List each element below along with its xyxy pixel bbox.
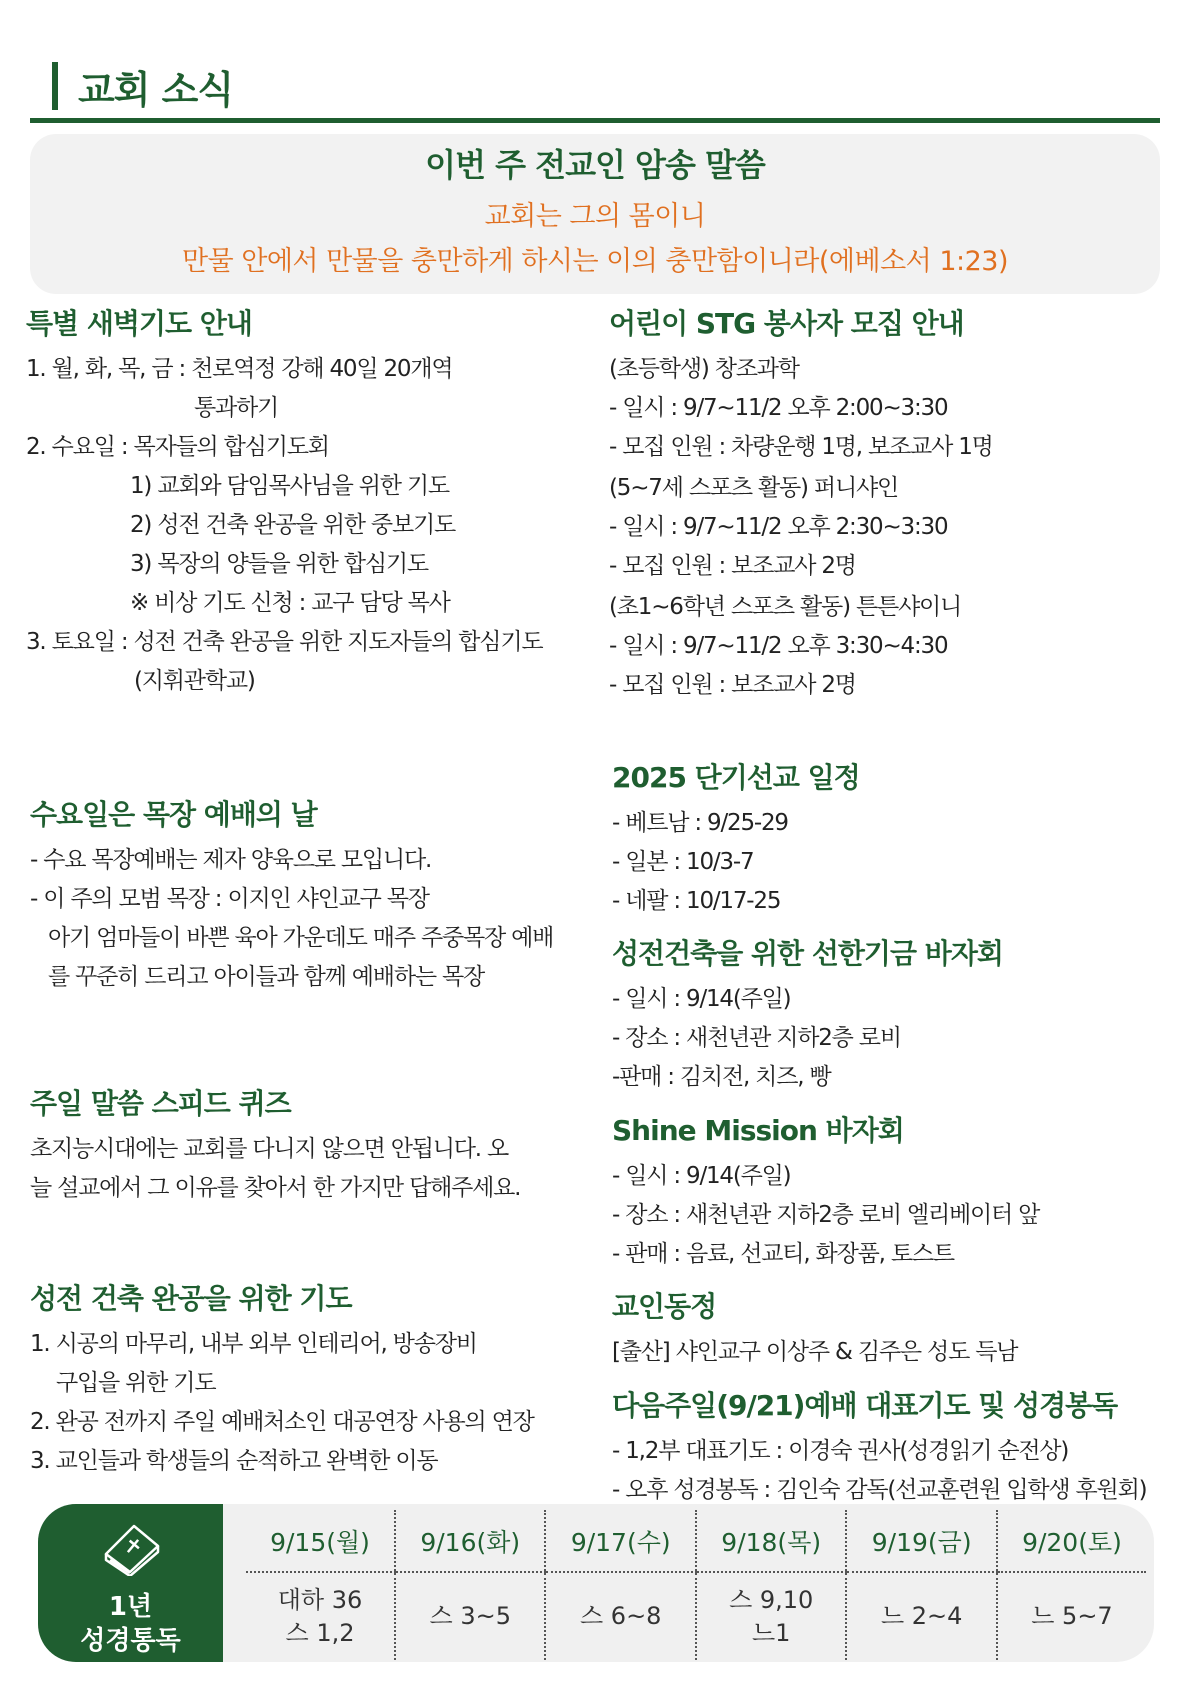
list-item: - 네팔 : 10/17-25	[612, 888, 781, 914]
shine-mission-section	[612, 1109, 1039, 1274]
bazaar-section	[612, 932, 1003, 1097]
passage-line: 느 2~4	[880, 1602, 963, 1630]
passage-line: 스 9,10	[729, 1585, 814, 1614]
verse-line-2: 만물 안에서 만물을 충만하게 하시는 이의 충만함이니라(에베소서 1:23)	[182, 246, 1008, 277]
reading-badge	[38, 1504, 223, 1662]
reading-passage	[696, 1572, 846, 1660]
list-item: - 1,2부 대표기도 : 이경숙 권사(성경읽기 순전상)	[612, 1438, 1069, 1464]
construction-prayer-section	[30, 1277, 534, 1481]
list-item: - 모집 인원 : 차량운행 1명, 보조교사 1명	[609, 434, 993, 460]
title-divider	[30, 118, 1160, 123]
section-heading: 성전건축을 위한 선한기금 바자회	[612, 937, 1003, 970]
reading-passage	[246, 1572, 395, 1660]
list-item: - 모집 인원 : 보조교사 2명	[609, 553, 856, 579]
list-item: -판매 : 김치전, 치즈, 빵	[612, 1064, 831, 1090]
reading-date: 9/18(목)	[696, 1510, 846, 1572]
quiz-line: 늘 설교에서 그 이유를 찾아서 한 가지만 답해주세요.	[30, 1175, 521, 1201]
members-news-section	[612, 1285, 1017, 1372]
list-item: - 판매 : 음료, 선교티, 화장품, 토스트	[612, 1241, 954, 1267]
list-item: ※ 비상 기도 신청 : 교구 담당 목사	[130, 590, 450, 616]
list-item: - 일시 : 9/14(주일)	[612, 1163, 791, 1189]
list-item: 2. 완공 전까지 주일 예배처소인 대공연장 사용의 연장	[30, 1409, 534, 1435]
reading-passage	[395, 1572, 545, 1660]
list-item: (지휘관학교)	[134, 668, 255, 694]
list-item: 3) 목장의 양들을 위한 합심기도	[130, 551, 428, 577]
group-title: (5~7세 스포츠 활동) 퍼니샤인	[609, 475, 898, 501]
badge-line-2: 성경통독	[80, 1626, 181, 1656]
memory-verse-box	[30, 134, 1160, 294]
section-heading: 2025 단기선교 일정	[612, 761, 860, 794]
reading-date: 9/16(화)	[395, 1510, 545, 1572]
list-item: - 오후 성경봉독 : 김인숙 감독(선교훈련원 입학생 후원회)	[612, 1477, 1147, 1503]
reading-passages-row	[246, 1572, 1146, 1660]
group-title: (초등학생) 창조과학	[609, 356, 799, 382]
list-item: - 일시 : 9/7~11/2 오후 2:00~3:30	[609, 395, 948, 421]
stg-volunteer-section	[609, 302, 993, 705]
reading-date: 9/19(금)	[846, 1510, 996, 1572]
list-item: - 일본 : 10/3-7	[612, 849, 754, 875]
badge-line-1: 1년	[108, 1592, 153, 1622]
list-item: 통과하기	[194, 395, 279, 421]
section-heading: 다음주일(9/21)예배 대표기도 및 성경봉독	[612, 1389, 1118, 1422]
section-heading: 특별 새벽기도 안내	[26, 307, 252, 340]
list-item: - 이 주의 모범 목장 : 이지인 샤인교구 목장	[30, 886, 429, 912]
list-item: - 일시 : 9/7~11/2 오후 2:30~3:30	[609, 514, 948, 540]
reading-passage	[545, 1572, 695, 1660]
reading-date: 9/15(월)	[246, 1510, 395, 1572]
passage-line: 느1	[751, 1618, 791, 1647]
reading-table	[246, 1510, 1146, 1660]
list-item: 2) 성전 건축 완공을 위한 중보기도	[130, 512, 455, 538]
list-item: - 수요 목장예배는 제자 양육으로 모입니다.	[30, 847, 432, 873]
reading-date: 9/20(토)	[997, 1510, 1146, 1572]
section-heading: Shine Mission 바자회	[612, 1114, 904, 1147]
group-title: (초1~6학년 스포츠 활동) 튼튼샤이니	[609, 594, 962, 620]
section-heading: 어린이 STG 봉사자 모집 안내	[609, 307, 964, 340]
list-item: - 장소 : 새천년관 지하2층 로비 엘리베이터 앞	[612, 1202, 1040, 1228]
list-item: - 베트남 : 9/25-29	[612, 810, 788, 836]
page-title: 교회 소식	[78, 67, 234, 112]
list-item: 구입을 위한 기도	[56, 1370, 216, 1396]
quiz-line: 초지능시대에는 교회를 다니지 않으면 안됩니다. 오	[30, 1136, 509, 1162]
bible-reading-schedule	[38, 1504, 1154, 1662]
list-item: 1. 월, 화, 목, 금 : 천로역정 강해 40일 20개역	[26, 356, 453, 382]
verse-heading: 이번 주 전교인 암송 말씀	[425, 146, 765, 184]
mission-section	[612, 756, 860, 921]
list-item: 2. 수요일 : 목자들의 합심기도회	[26, 434, 329, 460]
list-item: 3. 교인들과 학생들의 순적하고 완벽한 이동	[30, 1448, 438, 1474]
verse-line-1: 교회는 그의 몸이니	[484, 201, 706, 232]
list-item: - 모집 인원 : 보조교사 2명	[609, 672, 856, 698]
passage-line: 스 3~5	[429, 1602, 511, 1630]
reading-dates-row	[246, 1510, 1146, 1572]
list-item: 3. 토요일 : 성전 건축 완공을 위한 지도자들의 합심기도	[26, 629, 543, 655]
wednesday-section	[30, 793, 553, 997]
reading-date: 9/17(수)	[545, 1510, 695, 1572]
list-item: [출산] 샤인교구 이상주 & 김주은 성도 득남	[612, 1339, 1018, 1365]
reading-passage	[846, 1572, 996, 1660]
next-sunday-section	[612, 1384, 1146, 1510]
section-heading: 주일 말씀 스피드 퀴즈	[30, 1087, 291, 1120]
list-item: 를 꾸준히 드리고 아이들과 함께 예배하는 목장	[48, 964, 485, 990]
list-item: - 장소 : 새천년관 지하2층 로비	[612, 1025, 901, 1051]
bible-icon	[100, 1520, 162, 1576]
section-heading: 성전 건축 완공을 위한 기도	[30, 1282, 352, 1315]
passage-line: 스 6~8	[579, 1602, 662, 1630]
list-item: 아기 엄마들이 바쁜 육아 가운데도 매주 주중목장 예배	[48, 925, 554, 951]
list-item: 1. 시공의 마무리, 내부 외부 인테리어, 방송장비	[30, 1331, 477, 1357]
quiz-section	[30, 1082, 520, 1208]
dawn-prayer-section	[26, 302, 542, 701]
list-item: 1) 교회와 담임목사님을 위한 기도	[130, 473, 449, 499]
title-accent-bar	[52, 62, 58, 110]
section-heading: 수요일은 목장 예배의 날	[30, 798, 317, 831]
list-item: - 일시 : 9/7~11/2 오후 3:30~4:30	[609, 633, 948, 659]
passage-line: 느 5~7	[1031, 1602, 1113, 1630]
page-header	[52, 58, 233, 114]
section-heading: 교인동정	[612, 1290, 717, 1323]
passage-line: 대하 36	[277, 1585, 363, 1614]
reading-passage	[997, 1572, 1146, 1660]
list-item: - 일시 : 9/14(주일)	[612, 986, 791, 1012]
passage-line: 스 1,2	[285, 1618, 355, 1647]
